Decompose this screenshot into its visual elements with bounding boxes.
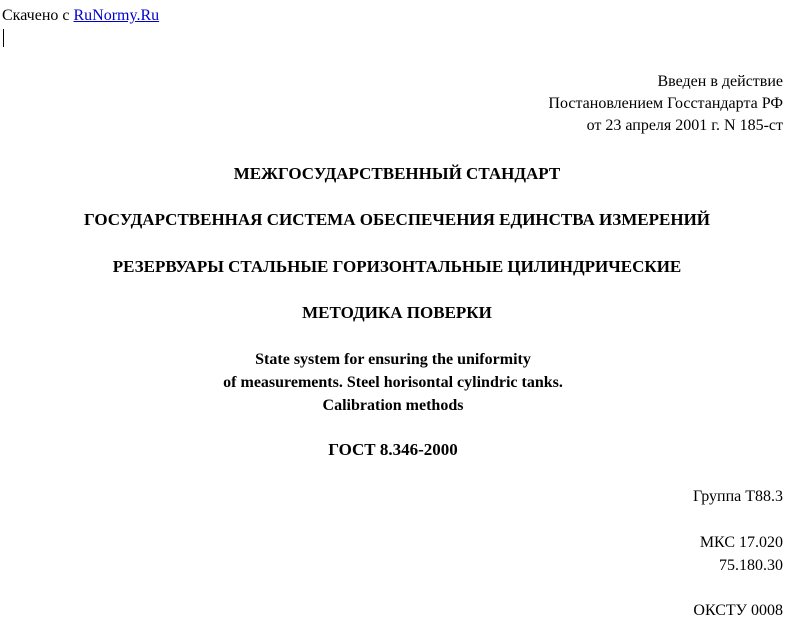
source-line [2,6,159,26]
okstu-code: ОКСТУ 0008 [693,602,783,619]
heading-system: ГОСУДАРСТВЕННАЯ СИСТЕМА ОБЕСПЕЧЕНИЯ ЕДИНСТВА ИЗМЕРЕНИЙ [83,210,711,229]
text-caret [3,29,4,47]
english-title-line-1: State system for ensuring the uniformity [255,351,531,368]
english-title-line-2: of measurements. Steel horisontal cylindric tanks. [223,374,563,391]
enactment-line-2: Постановлением Госстандарта РФ [548,95,783,112]
english-title-line-3: Calibration methods [322,397,464,414]
heading-subject: РЕЗЕРВУАРЫ СТАЛЬНЫЕ ГОРИЗОНТАЛЬНЫЕ ЦИЛИНДРИЧЕСКИЕ [112,257,682,276]
gost-number: ГОСТ 8.346-2000 [328,440,458,459]
group-code: Группа Т88.3 [692,488,783,505]
source-link[interactable]: RuNormy.Ru [73,7,160,24]
heading-standard-type: МЕЖГОСУДАРСТВЕННЫЙ СТАНДАРТ [233,164,561,183]
enactment-line-1: Введен в действие [657,73,783,90]
source-prefix: Скачено с [2,7,74,24]
english-title [0,348,786,417]
enactment-line-3: от 23 апреля 2001 г. N 185-ст [586,117,783,134]
mks-code-2: 75.180.30 [719,557,783,574]
enactment-note [548,71,783,137]
mks-code-1: МКС 17.020 [699,534,783,551]
heading-method: МЕТОДИКА ПОВЕРКИ [302,303,492,322]
